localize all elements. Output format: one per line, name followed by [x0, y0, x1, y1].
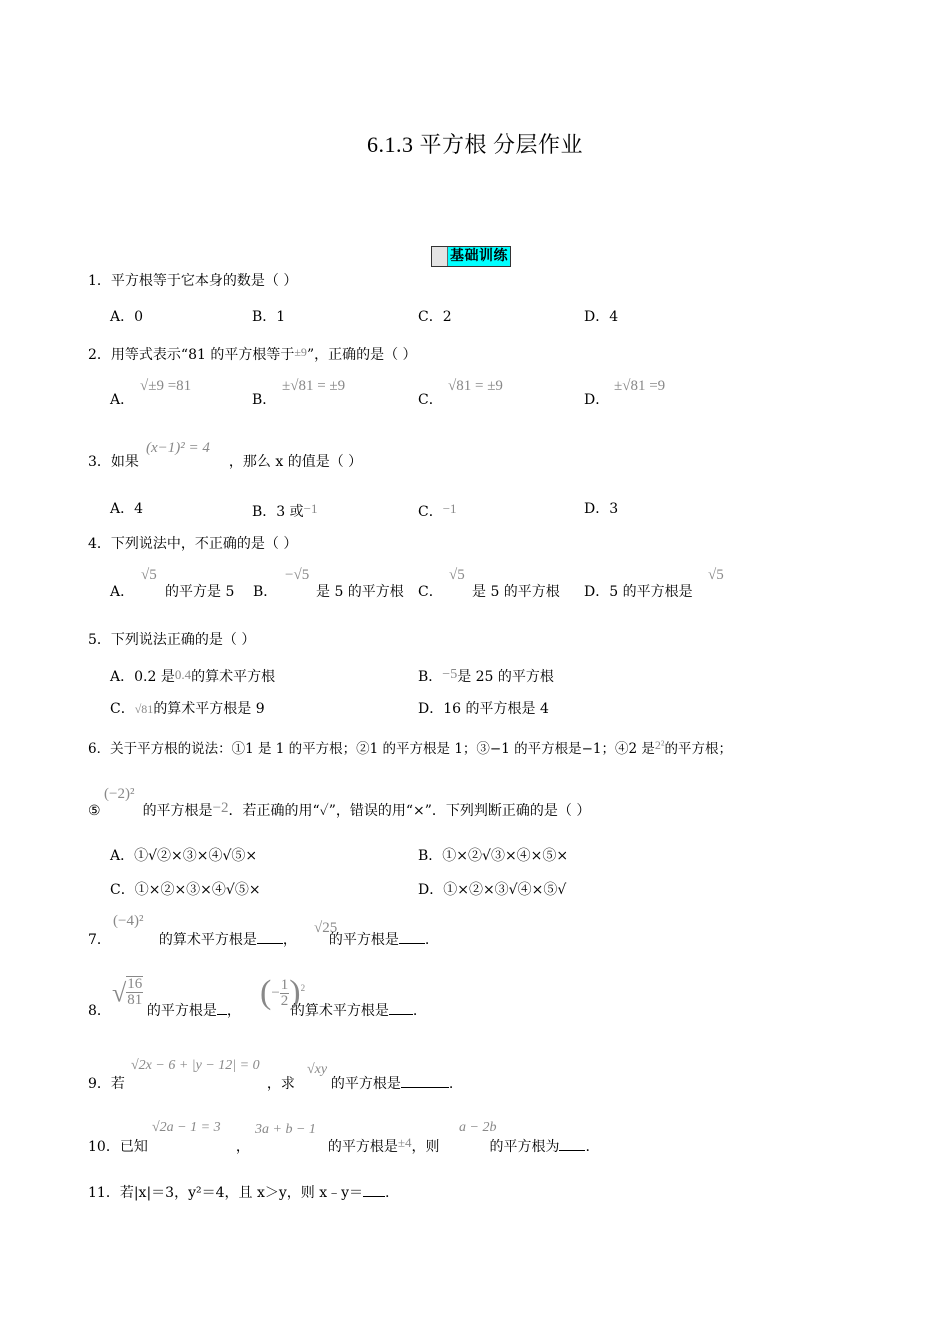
q6-option-b: B．①×②√③×④×⑤×	[418, 848, 569, 864]
q9-math-equation: √2x − 6 + |y − 12| = 0	[131, 1058, 260, 1073]
question-text: 的平方根是	[328, 932, 399, 948]
question-text: 若|x|＝3，y²＝4，且 x＞y，则 x﹣y＝	[119, 1185, 364, 1201]
question-11	[88, 1182, 389, 1203]
exponent: 2	[300, 983, 306, 993]
q3-option-c	[418, 499, 457, 522]
question-stem: 的平方根是	[142, 803, 213, 819]
question-text: 的平方根是	[327, 1139, 398, 1155]
option-text: 0.2 是	[134, 669, 175, 685]
q6-option-d: D．①×②×③√④×⑤√	[418, 882, 567, 898]
q4-option-c-text: 是 5 的平方根	[472, 584, 560, 600]
question-6-line-2	[88, 798, 590, 821]
q10-math-expression: 3a + b − 1	[255, 1122, 316, 1137]
option-label: C．	[418, 392, 443, 408]
answer-blank[interactable]	[363, 1182, 385, 1197]
sqrt-icon: √	[112, 978, 127, 1008]
question-stem: 下列说法中，不正确的是（ ）	[110, 536, 298, 552]
period: .	[424, 932, 430, 948]
q2-option-a-math: √±9 =81	[140, 378, 192, 394]
q2-option-d-math: ±√81 =9	[614, 378, 666, 394]
q4-option-d-math: √5	[708, 567, 724, 583]
option-text: 的算术平方根是 9	[153, 701, 265, 717]
q9-math-sqrt-xy: √xy	[307, 1062, 328, 1077]
question-text: 的平方根为	[489, 1139, 560, 1155]
question-number: 11．	[88, 1185, 120, 1201]
option-label: A．	[110, 584, 135, 600]
question-10	[88, 1133, 590, 1157]
question-number: 9．	[88, 1076, 111, 1092]
q6-math-neg2-squared: (−2)²	[104, 786, 135, 802]
q1-option-a: A．0	[110, 309, 144, 325]
q4-option-d	[584, 582, 693, 602]
q4-option-c	[418, 582, 443, 602]
q2-option-b	[252, 390, 276, 410]
q6-option-c: C．①×②×③×④√⑤×	[110, 882, 261, 898]
question-number: 8．	[88, 1003, 111, 1019]
q4-option-a-math: √5	[141, 567, 157, 583]
option-label: C．	[418, 584, 443, 600]
answer-blank-2[interactable]	[399, 929, 425, 944]
question-2	[88, 342, 417, 365]
option-text: 3 或	[276, 504, 304, 520]
q4-option-c-math: √5	[449, 567, 465, 583]
option-text: 4	[134, 501, 144, 517]
q4-option-b-text: 是 5 的平方根	[316, 584, 404, 600]
question-number: 4．	[88, 536, 111, 552]
q2-option-b-math: ±√81 = ±9	[282, 378, 346, 394]
option-label: B．	[418, 669, 443, 685]
q4-option-b-math: −√5	[285, 567, 310, 583]
section-header-basic-training	[431, 246, 511, 267]
question-stem: 关于平方根的说法：①1 是 1 的平方根；②1 的平方根是 1；③−1 的平方根是−1；④2 是	[110, 741, 655, 757]
math-expression: −2	[212, 800, 229, 816]
page-title: 6.1.3 平方根 分层作业	[366, 132, 583, 157]
question-text: ，	[282, 932, 297, 948]
denominator: 81	[127, 992, 143, 1008]
question-stem-end: 的平方根；	[664, 741, 732, 757]
math-expression: 2²	[654, 738, 665, 752]
q2-option-c-math: √81 = ±9	[448, 378, 503, 394]
option-label: D．	[584, 501, 610, 517]
q10-math-a-minus-2b: a − 2b	[459, 1120, 497, 1135]
question-3	[88, 452, 362, 472]
q2-option-d	[584, 390, 609, 410]
question-number: 2．	[88, 347, 111, 363]
option-text: 16 的平方根是 4	[443, 701, 549, 717]
q4-option-a-text: 的平方是 5	[165, 584, 235, 600]
option-label: B．	[253, 584, 278, 600]
q10-math-sqrt-equation: √2a − 1 = 3	[152, 1120, 221, 1135]
question-text: 的算术平方根是	[158, 932, 257, 948]
answer-blank[interactable]	[559, 1136, 585, 1151]
question-text: ，	[226, 1003, 241, 1019]
q3-option-a	[110, 499, 143, 519]
question-stem: 用等式表示“81 的平方根等于	[110, 347, 295, 363]
option-label: D．	[584, 584, 610, 600]
question-text: 已知	[119, 1139, 148, 1155]
option-label: D．	[584, 392, 610, 408]
q4-option-a	[110, 582, 134, 602]
right-paren-icon: )	[289, 974, 301, 1011]
option-label: B．	[252, 392, 277, 408]
question-stem: 下列说法正确的是（ ）	[110, 632, 256, 648]
q1-option-c: C．2	[418, 309, 452, 325]
fraction	[280, 978, 290, 1009]
option-math: 0.4	[174, 667, 192, 682]
option-text: 3	[609, 501, 619, 517]
question-text: 的平方根是	[146, 1003, 217, 1019]
answer-blank[interactable]	[401, 1073, 449, 1088]
option-text: 5 的平方根是	[609, 584, 693, 600]
answer-blank-1[interactable]	[217, 1000, 227, 1015]
question-5	[88, 630, 255, 650]
q6-option-a: A．①√②×③×④√⑤×	[110, 848, 258, 864]
q4-option-b	[253, 582, 277, 602]
question-number: 6．	[88, 741, 111, 757]
q3-option-d	[584, 499, 618, 519]
q3-option-b	[252, 499, 318, 522]
question-number: 3．	[88, 454, 111, 470]
fraction	[126, 976, 143, 1008]
period: .	[412, 1003, 418, 1019]
numerator: 16	[127, 976, 143, 992]
item-5-marker: ⑤	[88, 803, 101, 819]
option-label: C．	[110, 701, 135, 717]
numerator: 1	[280, 977, 289, 994]
q5-option-d	[418, 699, 549, 719]
section-marker	[432, 247, 448, 266]
q5-option-a	[110, 665, 275, 687]
q2-option-a	[110, 390, 134, 410]
question-1	[88, 271, 297, 291]
question-number: 5．	[88, 632, 111, 648]
question-text: ，求	[266, 1076, 295, 1092]
q2-option-c	[418, 390, 443, 410]
option-math: −1	[442, 501, 457, 516]
option-label: A．	[110, 501, 135, 517]
q3-stem-math: (x−1)² = 4	[146, 440, 210, 456]
question-text: 的算术平方根是	[290, 1003, 389, 1019]
question-text: ，则	[411, 1139, 440, 1155]
question-stem: 如果	[110, 454, 139, 470]
option-label: C．	[418, 504, 443, 520]
answer-blank-2[interactable]	[389, 1000, 413, 1015]
math-expression: ±9	[294, 345, 307, 359]
question-text: 若	[110, 1076, 125, 1092]
question-text: ，	[235, 1139, 250, 1155]
option-math: −1	[303, 501, 318, 516]
question-6-line-1	[88, 735, 732, 759]
question-number: 7．	[88, 932, 111, 948]
q7-math-sqrt25: √25	[314, 920, 338, 936]
question-stem-end: ．若正确的用“✓”，错误的用“×”．下列判断正确的是（ ）	[228, 803, 591, 819]
period: .	[448, 1076, 454, 1092]
denominator: 2	[280, 993, 289, 1010]
q1-option-d: D．4	[584, 309, 619, 325]
option-label: D．	[418, 701, 444, 717]
option-text: 的算术平方根	[191, 669, 276, 685]
q5-option-b	[418, 665, 554, 687]
question-stem-end: ，那么 x 的值是（ ）	[228, 454, 363, 470]
option-label: A．	[110, 392, 135, 408]
question-9	[88, 1073, 453, 1094]
answer-blank-1[interactable]	[257, 929, 283, 944]
period: .	[585, 1139, 590, 1155]
option-label: A．	[110, 669, 135, 685]
option-math: √81	[134, 702, 154, 716]
question-4	[88, 534, 297, 554]
left-paren-icon: (	[260, 974, 272, 1011]
option-text: 是 25 的平方根	[457, 669, 554, 685]
question-stem-end: ”，正确的是（ ）	[306, 347, 417, 363]
q7-math-neg4-squared: (−4)²	[113, 913, 144, 929]
q8-math-neg-half-squared: (− $\frac{1}{2}$ )$^2$	[260, 974, 306, 1011]
question-number: 1．	[88, 273, 111, 289]
q1-option-b: B．1	[252, 309, 286, 325]
question-number: 10．	[88, 1139, 120, 1155]
section-label: 基础训练	[450, 248, 508, 264]
question-7	[88, 929, 429, 950]
q8-math-sqrt-fraction	[112, 976, 143, 1008]
q5-option-c	[110, 699, 265, 719]
question-text: 的平方根是	[330, 1076, 401, 1092]
option-math: −5	[442, 667, 458, 682]
math-expression: ±4	[397, 1135, 412, 1150]
period: .	[385, 1185, 390, 1201]
option-label: B．	[252, 504, 277, 520]
question-stem: 平方根等于它本身的数是（ ）	[110, 273, 298, 289]
